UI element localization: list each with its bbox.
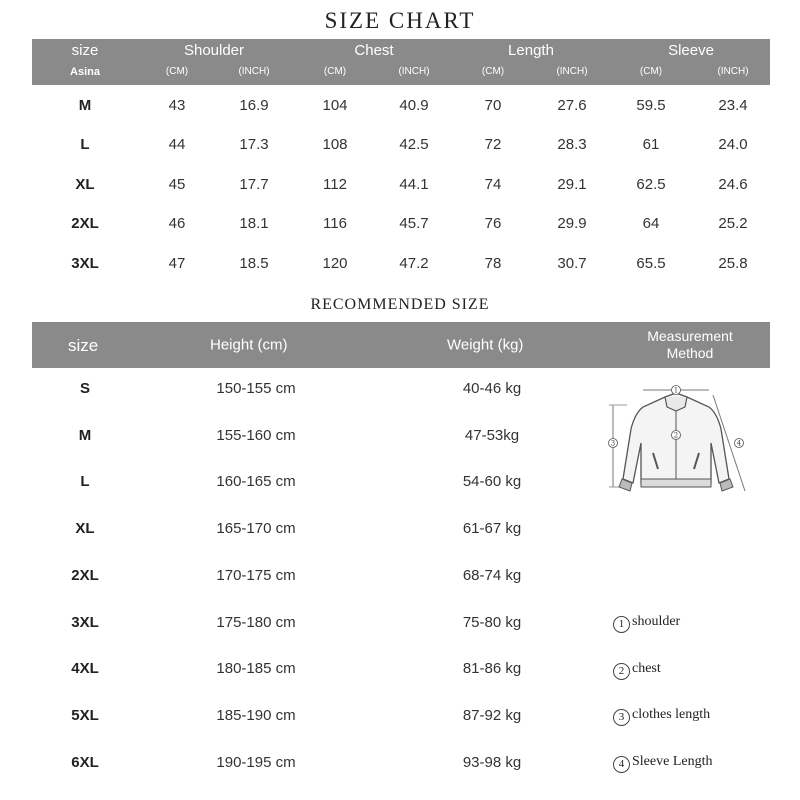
legend-number: 1	[613, 616, 630, 633]
length-inch: 29.9	[557, 215, 587, 232]
row-size: M	[78, 97, 92, 114]
table-row	[32, 255, 770, 279]
row-size: 2XL	[71, 215, 99, 232]
row-weight: 87-92 kg	[462, 707, 522, 724]
row-size: L	[80, 473, 90, 490]
size-chart-title: SIZE CHART	[324, 8, 476, 33]
row-weight: 81-86 kg	[462, 660, 522, 677]
row-size: L	[80, 136, 90, 153]
row-size: 5XL	[71, 707, 99, 724]
row-height: 160-165 cm	[216, 473, 296, 490]
diagram-label-2: 2	[673, 431, 679, 440]
legend-number: 2	[613, 663, 630, 680]
shoulder-cm: 46	[168, 215, 186, 232]
row-size: XL	[75, 520, 95, 537]
chest-cm: 116	[323, 215, 347, 232]
header-shoulder: Shoulder	[183, 42, 245, 59]
row-size: 6XL	[71, 754, 99, 771]
row-size: 3XL	[71, 255, 99, 272]
header-shoulder-inch: (INCH)	[238, 66, 270, 77]
table-row	[32, 176, 770, 200]
header-height: Height (cm)	[210, 336, 288, 354]
header-size-label: size	[71, 42, 99, 59]
header-weight: Weight (kg)	[447, 336, 524, 354]
length-inch: 28.3	[557, 136, 587, 153]
row-weight: 93-98 kg	[462, 754, 522, 771]
length-inch: 30.7	[557, 255, 587, 272]
chest-cm: 108	[322, 136, 348, 153]
legend-label: clothes length	[632, 707, 711, 722]
header-region-label: Asina	[70, 66, 100, 78]
sleeve-cm: 59.5	[636, 97, 666, 114]
header-method-line2: Method	[666, 345, 714, 361]
chest-inch: 45.7	[399, 215, 429, 232]
header-chest-cm: (CM)	[323, 66, 347, 77]
shoulder-cm: 47	[168, 255, 186, 272]
row-size: 3XL	[71, 614, 99, 631]
row-height: 170-175 cm	[216, 567, 296, 584]
header-shoulder-cm: (CM)	[165, 66, 189, 77]
row-weight: 61-67 kg	[462, 520, 522, 537]
table-row	[32, 97, 770, 121]
header-method-line1: Measurement	[647, 328, 733, 344]
legend-label: Sleeve Length	[632, 754, 713, 769]
sleeve-inch: 24.6	[718, 176, 748, 193]
row-height: 185-190 cm	[216, 707, 296, 724]
chest-cm: 120	[322, 255, 348, 272]
legend-shoulder	[613, 614, 680, 633]
legend-label: chest	[632, 661, 661, 676]
length-inch: 27.6	[557, 97, 587, 114]
sleeve-cm: 65.5	[636, 255, 666, 272]
length-cm: 70	[484, 97, 502, 114]
header-sleeve: Sleeve	[668, 42, 714, 59]
sleeve-inch: 25.8	[718, 255, 748, 272]
jacket-measurement-diagram	[603, 383, 755, 501]
shoulder-cm: 44	[168, 136, 186, 153]
row-height: 155-160 cm	[216, 427, 296, 444]
row-size: XL	[75, 176, 95, 193]
header-length-inch: (INCH)	[556, 66, 588, 77]
sleeve-inch: 25.2	[718, 215, 748, 232]
legend-label: shoulder	[632, 614, 681, 629]
shoulder-inch: 16.9	[239, 97, 269, 114]
row-size: 4XL	[71, 660, 99, 677]
shoulder-inch: 17.7	[239, 176, 269, 193]
sleeve-inch: 23.4	[718, 97, 748, 114]
legend-sleeve-length	[613, 754, 712, 773]
chest-inch: 42.5	[399, 136, 429, 153]
length-cm: 78	[484, 255, 502, 272]
diagram-label-1: 1	[673, 386, 679, 395]
row-height: 190-195 cm	[216, 754, 296, 771]
chest-cm: 104	[322, 97, 348, 114]
row-weight: 40-46 kg	[462, 380, 522, 397]
chest-inch: 44.1	[399, 176, 429, 193]
recommended-header	[32, 322, 770, 368]
length-inch: 29.1	[557, 176, 587, 193]
row-weight: 54-60 kg	[462, 473, 522, 490]
shoulder-inch: 18.5	[239, 255, 269, 272]
shoulder-cm: 45	[168, 176, 186, 193]
size-chart-header	[32, 39, 770, 85]
header-method	[647, 328, 733, 362]
row-size: 2XL	[71, 567, 99, 584]
row-size: S	[79, 380, 91, 397]
table-row	[32, 567, 770, 591]
row-height: 150-155 cm	[216, 380, 296, 397]
length-cm: 72	[484, 136, 502, 153]
shoulder-inch: 18.1	[239, 215, 269, 232]
length-cm: 76	[484, 215, 502, 232]
legend-number: 3	[613, 709, 630, 726]
table-row	[32, 520, 770, 544]
row-weight: 47-53kg	[464, 427, 520, 444]
sleeve-cm: 64	[642, 215, 660, 232]
diagram-label-3: 3	[610, 439, 616, 448]
row-size: M	[78, 427, 92, 444]
row-weight: 68-74 kg	[462, 567, 522, 584]
legend-chest	[613, 661, 661, 680]
table-row	[32, 136, 770, 160]
header-chest: Chest	[354, 42, 394, 59]
row-height: 175-180 cm	[216, 614, 296, 631]
row-weight: 75-80 kg	[462, 614, 522, 631]
chest-cm: 112	[323, 176, 347, 193]
diagram-label-4: 4	[736, 439, 742, 448]
header-sleeve-cm: (CM)	[639, 66, 663, 77]
chest-inch: 47.2	[399, 255, 429, 272]
chest-inch: 40.9	[399, 97, 429, 114]
recommended-size-title: RECOMMENDED SIZE	[310, 296, 490, 313]
header-sleeve-inch: (INCH)	[717, 66, 749, 77]
legend-number: 4	[613, 756, 630, 773]
header-length: Length	[508, 42, 554, 59]
sleeve-cm: 61	[642, 136, 660, 153]
legend-clothes-length	[613, 707, 710, 726]
shoulder-cm: 43	[168, 97, 186, 114]
length-cm: 74	[484, 176, 502, 193]
sleeve-inch: 24.0	[718, 136, 748, 153]
row-height: 180-185 cm	[216, 660, 296, 677]
header-length-cm: (CM)	[481, 66, 505, 77]
table-row	[32, 215, 770, 239]
header-chest-inch: (INCH)	[398, 66, 430, 77]
shoulder-inch: 17.3	[239, 136, 269, 153]
sleeve-cm: 62.5	[636, 176, 666, 193]
row-height: 165-170 cm	[216, 520, 296, 537]
header-size: size	[68, 336, 99, 355]
